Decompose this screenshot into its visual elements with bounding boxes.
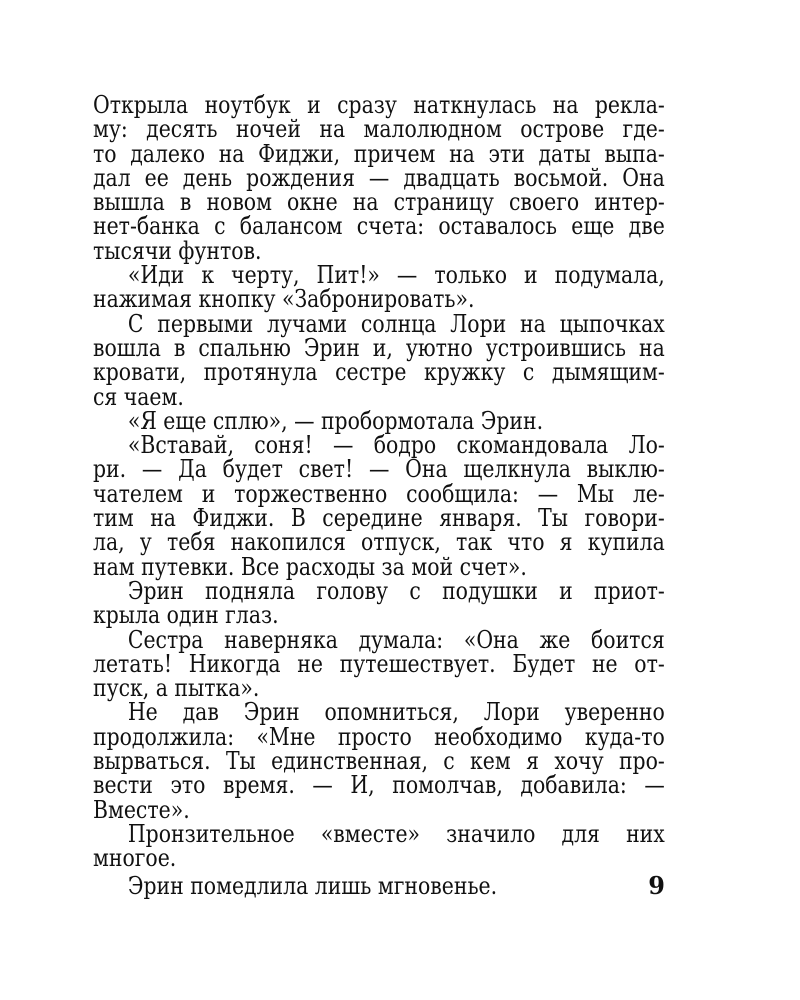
text-line: Пронзительное «вместе» значило для них bbox=[127, 819, 665, 848]
text-line: «Вставай, соня! — бодро скомандовала Ло- bbox=[127, 431, 665, 460]
text-line: Вместе». bbox=[93, 795, 190, 824]
text-line: вышла в новом окне на страницу своего интер- bbox=[93, 188, 665, 217]
text-line: тысячи фунтов. bbox=[93, 236, 262, 265]
text-line: нажимая кнопку «Забронировать». bbox=[93, 285, 475, 314]
text-line: вести это время. — И, помолчав, добавила: — bbox=[93, 771, 665, 800]
paragraph-9 bbox=[93, 819, 665, 873]
text-line: «Я еще сплю», — пробормотала Эрин. bbox=[127, 406, 544, 435]
paragraph-5 bbox=[93, 433, 665, 579]
text-line: Открыла ноутбук и сразу наткнулась на рекла- bbox=[93, 91, 665, 119]
text-line: ла, у тебя накопился отпуск, так что я купила bbox=[93, 528, 665, 557]
page-body bbox=[93, 93, 665, 871]
text-line: многое. bbox=[93, 844, 177, 873]
text-line: ри. — Да будет свет! — Она щелкнула выклю- bbox=[93, 455, 665, 484]
text-line: то далеко на Фиджи, причем на эти даты выпа- bbox=[93, 139, 665, 168]
text-line: ся чаем. bbox=[93, 382, 184, 411]
final-text-line: Эрин помедлила лишь мгновенье. bbox=[127, 872, 498, 900]
text-line: нет-банка с балансом счета: оставалось еще две bbox=[93, 212, 665, 241]
text-line: дал ее день рождения — двадцать восьмой. Она bbox=[93, 163, 665, 192]
text-line: вошла в спальню Эрин и, уютно устроившись на bbox=[93, 333, 665, 362]
text-line: вырваться. Ты единственная, с кем я хочу про- bbox=[93, 747, 665, 776]
paragraph-7 bbox=[93, 625, 665, 703]
paragraph-6 bbox=[93, 576, 665, 630]
paragraph-3 bbox=[93, 309, 665, 411]
text-line: «Иди к черту, Пит!» — только и подумала, bbox=[127, 261, 665, 290]
text-line: нам путевки. Все расходы за мой счет». bbox=[93, 552, 527, 581]
text-line: крыла один глаз. bbox=[93, 601, 279, 630]
text-line: му: десять ночей на малолюдном острове где- bbox=[93, 115, 665, 144]
text-line: Сестра наверняка думала: «Она же боится bbox=[127, 625, 665, 654]
text-line: продолжила: «Мне просто необходимо куда-то bbox=[93, 722, 665, 751]
text-line: летать! Никогда не путешествует. Будет не от- bbox=[93, 649, 665, 678]
text-line: Эрин подняла голову с подушки и приот- bbox=[127, 576, 665, 605]
paragraph-4 bbox=[93, 406, 665, 435]
text-line: пуск, а пытка». bbox=[93, 674, 260, 703]
paragraph-8 bbox=[93, 698, 665, 824]
text-line: чателем и торжественно сообщила: — Мы ле- bbox=[93, 479, 665, 508]
text-line: тим на Фиджи. В середине января. Ты говори- bbox=[93, 504, 665, 533]
page-footer bbox=[93, 873, 665, 899]
page-number: 9 bbox=[648, 871, 665, 900]
text-line: кровати, протянула сестре кружку с дымящим- bbox=[93, 358, 665, 387]
paragraph-1 bbox=[93, 93, 665, 263]
text-line: Не дав Эрин опомниться, Лори уверенно bbox=[127, 698, 665, 727]
paragraph-2 bbox=[93, 263, 665, 312]
text-line: С первыми лучами солнца Лори на цыпочках bbox=[127, 309, 665, 338]
